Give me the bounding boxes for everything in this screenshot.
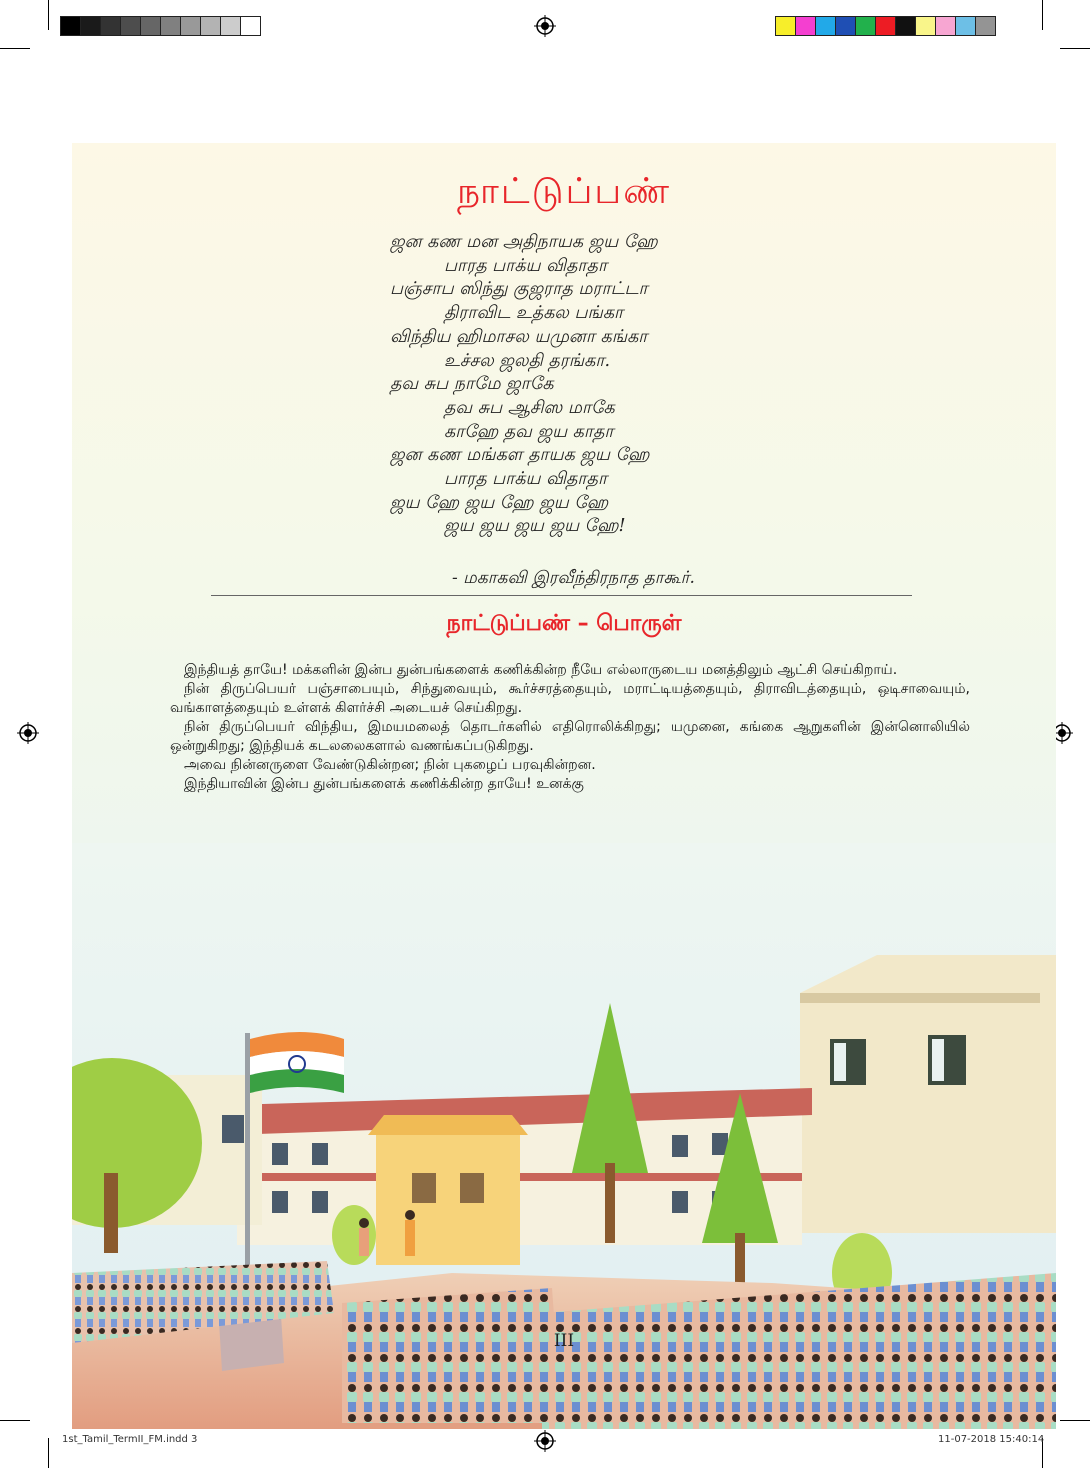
meaning-paragraph: நின் திருப்பெயர் விந்திய, இமயமலைத் தொடர்களில் எதிரொலிக்கிறது; யமுனை, கங்கை ஆறுகளின் இன்னொலியில் ஒன்றுகிறது; இந்தியக் கடலலைகளால் வணங்கப்படுகிறது. — [170, 719, 970, 754]
gray-swatch — [101, 17, 121, 35]
gray-swatch — [181, 17, 201, 35]
meaning-paragraph: இந்தியத் தாயே! மக்களின் இன்ப துன்பங்களைக் கணிக்கின்ற நீயே எல்லாருடைய மனத்திலும் ஆட்சி செய்கிறாய். — [184, 662, 898, 678]
color-swatch — [916, 17, 936, 35]
registration-mark-icon — [17, 722, 39, 744]
print-datetime: 11-07-2018 15:40:14 — [938, 1434, 1045, 1445]
crop-mark — [1042, 0, 1043, 30]
meaning-paragraph: அவை நின்னருளை வேண்டுகின்றன; நின் புகழைப் பரவுகின்றன. — [184, 757, 596, 773]
gray-swatch — [221, 17, 241, 35]
anthem-lyrics — [390, 231, 890, 539]
gray-swatch — [81, 17, 101, 35]
section-divider — [211, 595, 912, 596]
registration-mark-icon — [534, 15, 556, 37]
registration-mark-icon — [534, 1430, 556, 1452]
page-number: III — [553, 1331, 575, 1351]
crop-mark — [0, 1420, 30, 1421]
meaning-text — [170, 661, 970, 794]
color-swatch — [936, 17, 956, 35]
gray-swatch — [161, 17, 181, 35]
anthem-line: ஜன கண மன அதிநாயக ஜய ஹே — [390, 232, 658, 252]
grayscale-calibration-bar — [60, 16, 261, 36]
crop-mark — [1060, 48, 1090, 49]
page — [72, 143, 1056, 1429]
color-swatch — [976, 17, 995, 35]
anthem-line: காஹே தவ ஜய காதா — [444, 421, 614, 442]
crop-mark — [0, 48, 30, 49]
anthem-line: தவ சுப நாமே ஜாகே — [390, 374, 554, 395]
anthem-line: விந்திய ஹிமாசல யமுனா கங்கா — [390, 326, 648, 347]
gray-swatch — [121, 17, 141, 35]
meaning-paragraph: நின் திருப்பெயர் பஞ்சாபையும், சிந்துவையும், கூர்ச்சரத்தையும், மராட்டியத்தையும், திராவிடத்தையும், ஒடிசாவையும், வங்காளத்தையும் உள்ளக் கிளர்ச்சி அடையச் செய்கிறது. — [170, 681, 970, 716]
crop-mark — [1060, 1420, 1090, 1421]
page-title: நாட்டுப்பண் — [456, 171, 672, 212]
anthem-line: பஞ்சாப ஸிந்து குஜராத மராட்டா — [390, 279, 648, 300]
crop-mark — [48, 1438, 49, 1468]
color-swatch — [956, 17, 976, 35]
anthem-line: திராவிட உத்கல பங்கா — [444, 303, 624, 324]
color-swatch — [816, 17, 836, 35]
file-slug: 1st_Tamil_TermII_FM.indd 3 — [62, 1434, 198, 1445]
crop-mark — [48, 0, 49, 30]
anthem-line: ஜய ஜய ஜய ஜய ஹே! — [444, 516, 626, 537]
anthem-line: ஜய ஹே ஜய ஹே ஜய ஹே — [390, 492, 609, 513]
color-swatch — [856, 17, 876, 35]
anthem-line: உச்சல ஜலதி தரங்கா. — [444, 350, 611, 371]
gray-swatch — [61, 17, 81, 35]
gray-swatch — [141, 17, 161, 35]
color-swatch — [876, 17, 896, 35]
color-swatch — [796, 17, 816, 35]
color-swatch — [896, 17, 916, 35]
anthem-line: பாரத பாக்ய விதாதா — [444, 255, 608, 276]
anthem-line: ஜன கண மங்கள தாயக ஜய ஹே — [390, 445, 650, 466]
color-calibration-bar — [775, 16, 996, 36]
meaning-paragraph: இந்தியாவின் இன்ப துன்பங்களைக் கணிக்கின்ற தாயே! உனக்கு — [184, 776, 584, 792]
color-swatch — [776, 17, 796, 35]
gray-swatch — [201, 17, 221, 35]
gray-swatch — [241, 17, 260, 35]
anthem-line: தவ சுப ஆசிஸ மாகே — [444, 397, 615, 418]
color-swatch — [836, 17, 856, 35]
anthem-author: - மகாகவி இரவீந்திரநாத தாகூர். — [452, 568, 695, 588]
meaning-title: நாட்டுப்பண் – பொருள் — [446, 611, 682, 636]
anthem-line: பாரத பாக்ய விதாதா — [444, 469, 608, 490]
